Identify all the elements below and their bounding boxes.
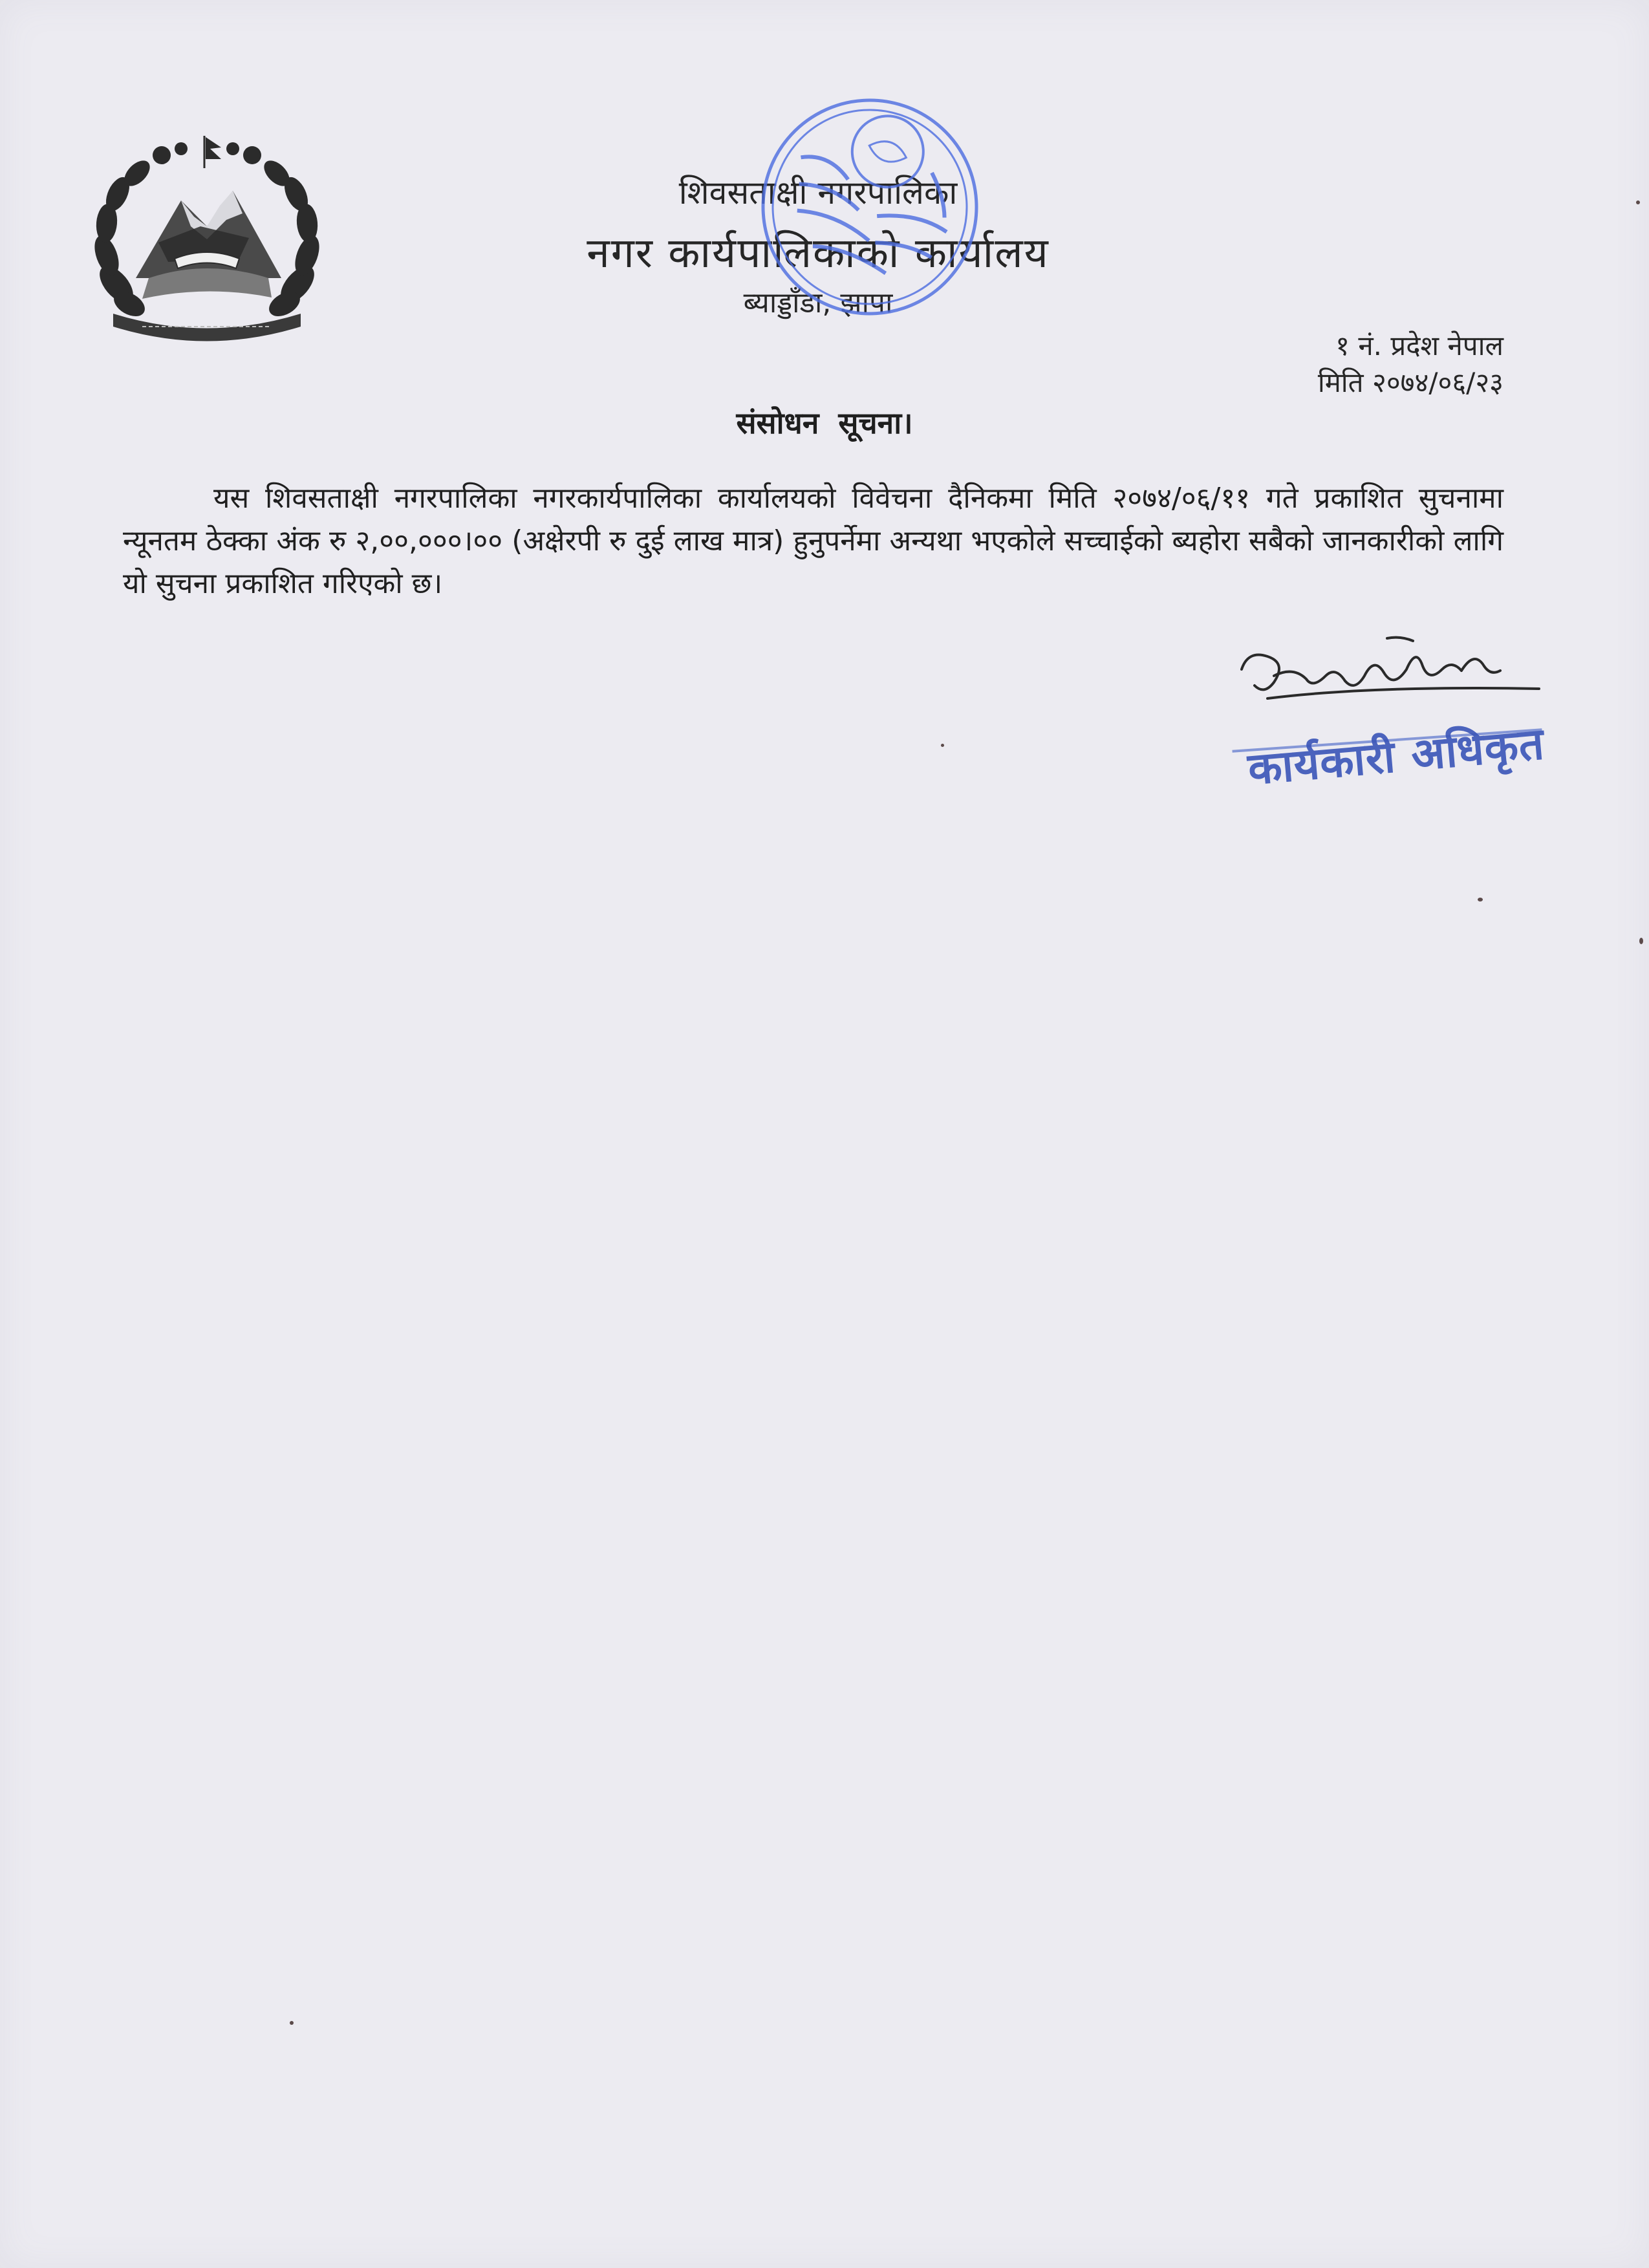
officer-stamp: कार्यकारी अधिकृत — [1245, 718, 1547, 795]
notice-body: यस शिवसताक्षी नगरपालिका नगरकार्यपालिका कार्यालयको विवेचना दैनिकमा मिति २०७४/०६/११ गते प्रकाशित सुचनामा न्यूनतम ठेक्का अंक रु २,००,०००।०० (अक्षेरपी रु दुई लाख मात्र) हुनुपर्नेमा अन्यथा भएकोले सच्चाईको ब्यहोरा सबैको जानकारीको लागि यो सुचना प्रकाशित गरिएको छ। — [123, 482, 1503, 600]
speck — [290, 2021, 294, 2025]
municipality-seal-icon — [731, 78, 1009, 336]
speck — [1639, 938, 1643, 944]
office-location: ब्याड्डाँडा, झापा — [743, 286, 893, 319]
speck — [1636, 200, 1640, 204]
speck — [941, 744, 944, 747]
speck — [1478, 898, 1483, 902]
notice-title: संसोधन सूचना। — [736, 405, 913, 440]
province-line: १ नं. प्रदेश नेपाल — [1335, 330, 1503, 362]
notice-date: मिति २०७४/०६/२३ — [1317, 367, 1503, 398]
office-name: नगर कार्यपालिकाको कार्यालय — [587, 230, 1050, 277]
municipality-name: शिवसताक्षी नगरपालिका — [678, 174, 958, 211]
